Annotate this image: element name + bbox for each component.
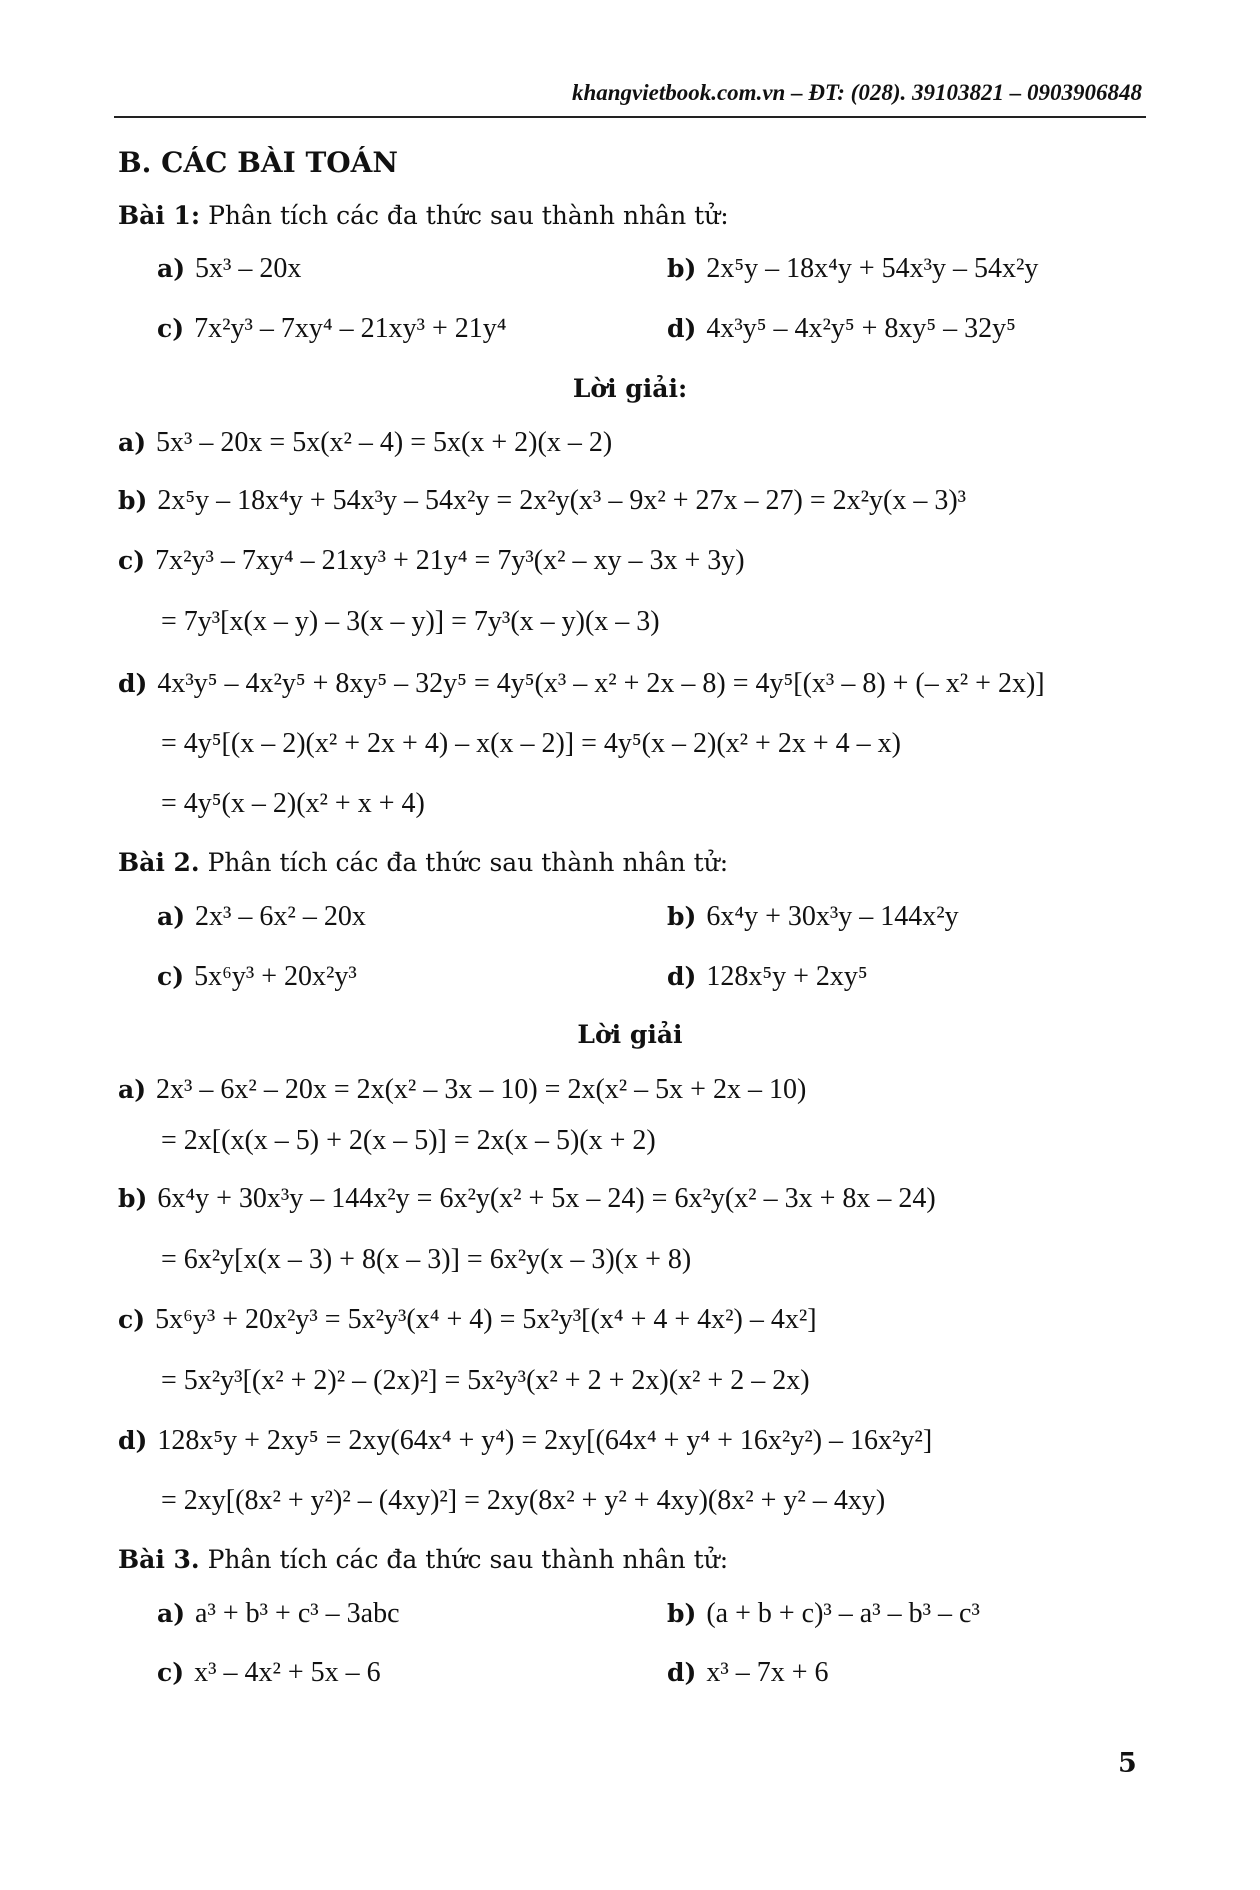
step-expression: = 6x²y[x(x – 3) + 8(x – 3)] = 6x²y(x – 3)(x + 8) bbox=[161, 1244, 692, 1275]
solution-step bbox=[118, 1182, 936, 1216]
problem-prompt: Phân tích các đa thức sau thành nhân tử: bbox=[207, 1545, 729, 1574]
solution-step bbox=[118, 1424, 932, 1458]
solution-step bbox=[118, 667, 1045, 701]
header-divider bbox=[114, 116, 1146, 118]
exercise-item bbox=[667, 1656, 829, 1690]
item-expression: 5x³ – 20x bbox=[195, 253, 302, 284]
problem-heading bbox=[118, 1543, 728, 1577]
problem-title: Bài 1: bbox=[118, 201, 201, 230]
solution-step bbox=[161, 727, 901, 761]
problem-prompt: Phân tích các đa thức sau thành nhân tử: bbox=[207, 848, 729, 877]
item-expression: a³ + b³ + c³ – 3abc bbox=[195, 1598, 400, 1629]
problem-prompt: Phân tích các đa thức sau thành nhân tử: bbox=[208, 201, 729, 230]
item-expression: 7x²y³ – 7xy⁴ – 21xy³ + 21y⁴ bbox=[194, 313, 507, 344]
solution-step bbox=[161, 787, 425, 821]
exercise-item bbox=[157, 312, 507, 346]
problem-heading bbox=[118, 846, 728, 880]
step-label: a) bbox=[118, 428, 147, 457]
item-label: a) bbox=[157, 902, 186, 931]
step-label: c) bbox=[118, 1305, 146, 1334]
page-header: khangvietbook.com.vn – ĐT: (028). 39103821 – 0903906848 bbox=[571, 80, 1142, 105]
exercise-item bbox=[157, 960, 357, 994]
solution-step bbox=[118, 1303, 817, 1337]
step-label: a) bbox=[118, 1075, 147, 1104]
step-expression: 2x³ – 6x² – 20x = 2x(x² – 3x – 10) = 2x(x² – 5x + 2x – 10) bbox=[156, 1074, 807, 1105]
item-label: b) bbox=[667, 902, 697, 931]
step-label: d) bbox=[118, 1426, 148, 1455]
solution-step bbox=[118, 1073, 806, 1107]
step-expression: = 4y⁵[(x – 2)(x² + 2x + 4) – x(x – 2)] = 4y⁵(x – 2)(x² + 2x + 4 – x) bbox=[161, 728, 901, 759]
step-label: b) bbox=[118, 486, 148, 515]
solution-step bbox=[161, 1243, 691, 1277]
exercise-item bbox=[157, 1656, 381, 1690]
exercise-item bbox=[157, 900, 366, 934]
solution-step bbox=[161, 605, 660, 639]
item-expression: (a + b + c)³ – a³ – b³ – c³ bbox=[706, 1598, 980, 1629]
step-label: d) bbox=[118, 669, 148, 698]
item-label: d) bbox=[667, 314, 697, 343]
step-expression: 7x²y³ – 7xy⁴ – 21xy³ + 21y⁴ = 7y³(x² – xy – 3x + 3y) bbox=[155, 545, 745, 576]
solution-title: Lời giải bbox=[577, 1020, 683, 1049]
solution-step bbox=[118, 426, 612, 460]
item-label: d) bbox=[667, 962, 697, 991]
solution-heading bbox=[0, 372, 1260, 406]
item-expression: x³ – 7x + 6 bbox=[706, 1657, 829, 1688]
solution-step bbox=[118, 544, 745, 578]
solution-step bbox=[161, 1124, 656, 1158]
step-expression: = 4y⁵(x – 2)(x² + x + 4) bbox=[161, 788, 425, 819]
item-expression: 2x³ – 6x² – 20x bbox=[195, 901, 366, 932]
step-expression: 5x⁶y³ + 20x²y³ = 5x²y³(x⁴ + 4) = 5x²y³[(x⁴ + 4 + 4x²) – 4x²] bbox=[155, 1304, 817, 1335]
solution-step bbox=[161, 1364, 810, 1398]
solution-title: Lời giải: bbox=[572, 374, 688, 403]
step-expression: = 5x²y³[(x² + 2)² – (2x)²] = 5x²y³(x² + 2 + 2x)(x² + 2 – 2x) bbox=[161, 1365, 810, 1396]
solution-heading bbox=[0, 1018, 1260, 1052]
item-label: c) bbox=[157, 962, 185, 991]
item-expression: 6x⁴y + 30x³y – 144x²y bbox=[706, 901, 959, 932]
problem-title: Bài 2. bbox=[118, 848, 200, 877]
item-expression: x³ – 4x² + 5x – 6 bbox=[194, 1657, 381, 1688]
problem-heading bbox=[118, 199, 729, 233]
exercise-item bbox=[667, 960, 868, 994]
section-title: B. CÁC BÀI TOÁN bbox=[118, 146, 398, 179]
solution-step bbox=[118, 484, 966, 518]
exercise-item bbox=[667, 900, 959, 934]
exercise-item bbox=[667, 252, 1038, 286]
page-number: 5 bbox=[1118, 1748, 1137, 1779]
item-label: b) bbox=[667, 1599, 697, 1628]
step-expression: = 2x[(x(x – 5) + 2(x – 5)] = 2x(x – 5)(x + 2) bbox=[161, 1125, 656, 1156]
step-expression: 4x³y⁵ – 4x²y⁵ + 8xy⁵ – 32y⁵ = 4y⁵(x³ – x² + 2x – 8) = 4y⁵[(x³ – 8) + (– x² + 2x)] bbox=[157, 668, 1045, 699]
step-expression: 128x⁵y + 2xy⁵ = 2xy(64x⁴ + y⁴) = 2xy[(64x⁴ + y⁴ + 16x²y²) – 16x²y²] bbox=[157, 1425, 933, 1456]
exercise-item bbox=[157, 252, 301, 286]
exercise-item bbox=[667, 1597, 980, 1631]
step-label: b) bbox=[118, 1184, 148, 1213]
exercise-item bbox=[157, 1597, 400, 1631]
solution-step bbox=[161, 1484, 885, 1518]
step-expression: = 2xy[(8x² + y²)² – (4xy)²] = 2xy(8x² + y² + 4xy)(8x² + y² – 4xy) bbox=[161, 1485, 886, 1516]
step-expression: 6x⁴y + 30x³y – 144x²y = 6x²y(x² + 5x – 24) = 6x²y(x² – 3x + 8x – 24) bbox=[157, 1183, 936, 1214]
item-expression: 4x³y⁵ – 4x²y⁵ + 8xy⁵ – 32y⁵ bbox=[706, 313, 1016, 344]
item-expression: 2x⁵y – 18x⁴y + 54x³y – 54x²y bbox=[706, 253, 1039, 284]
item-label: a) bbox=[157, 1599, 186, 1628]
step-expression: = 7y³[x(x – y) – 3(x – y)] = 7y³(x – y)(x – 3) bbox=[161, 606, 660, 637]
item-label: c) bbox=[157, 314, 185, 343]
step-label: c) bbox=[118, 546, 146, 575]
problem-title: Bài 3. bbox=[118, 1545, 200, 1574]
item-label: c) bbox=[157, 1658, 185, 1687]
item-expression: 5x⁶y³ + 20x²y³ bbox=[194, 961, 357, 992]
item-label: b) bbox=[667, 254, 697, 283]
step-expression: 5x³ – 20x = 5x(x² – 4) = 5x(x + 2)(x – 2) bbox=[156, 427, 613, 458]
item-expression: 128x⁵y + 2xy⁵ bbox=[706, 961, 868, 992]
item-label: a) bbox=[157, 254, 186, 283]
exercise-item bbox=[667, 312, 1016, 346]
step-expression: 2x⁵y – 18x⁴y + 54x³y – 54x²y = 2x²y(x³ – 9x² + 27x – 27) = 2x²y(x – 3)³ bbox=[157, 485, 967, 516]
item-label: d) bbox=[667, 1658, 697, 1687]
